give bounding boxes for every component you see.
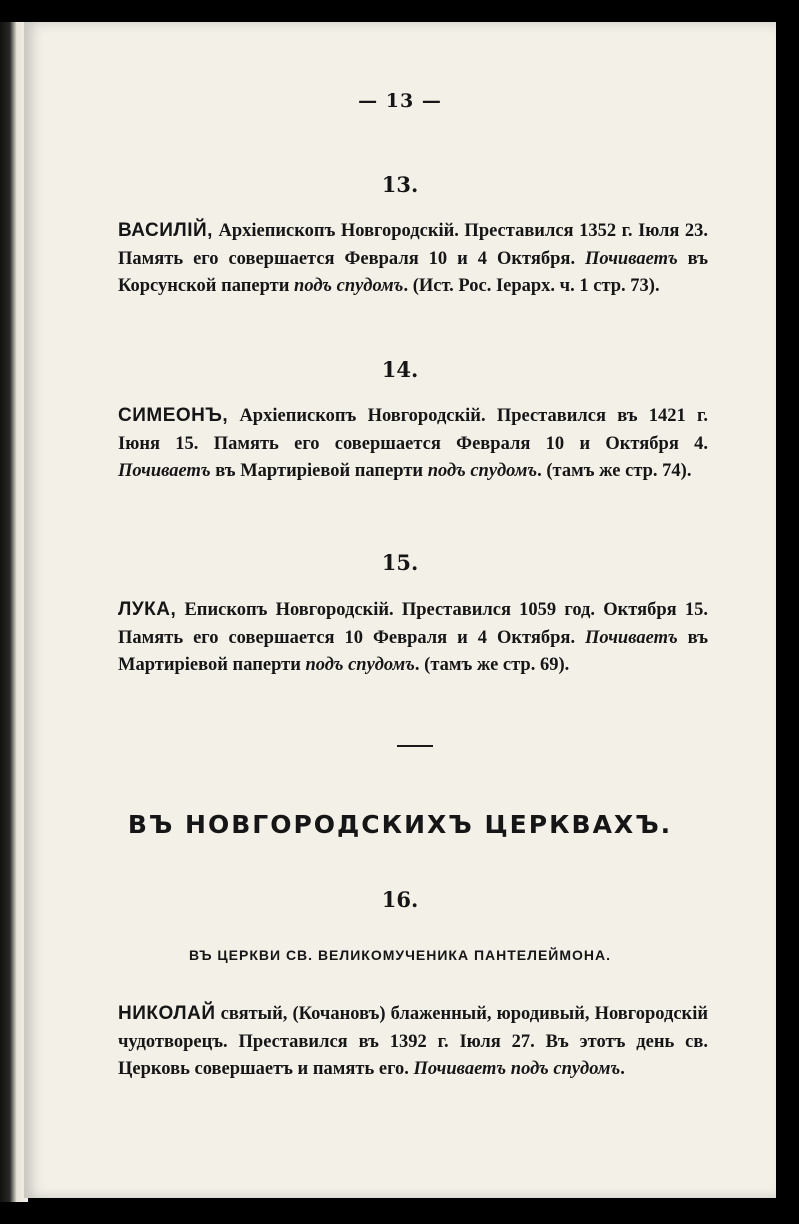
- entry-name: СИМЕОНЪ,: [118, 405, 229, 426]
- entry-number: 16.: [381, 887, 419, 912]
- entry-italic: Почиваетъ подъ спудомъ: [413, 1059, 621, 1079]
- entry-name: ЛУКА,: [118, 599, 177, 620]
- entry-number: 14.: [381, 357, 419, 382]
- entry-name: НИКОЛАЙ: [118, 1003, 216, 1024]
- entry-body: . (тамъ же стр. 74).: [537, 461, 692, 481]
- entry-italic: подъ спудомъ: [305, 655, 415, 675]
- page-number: — 13 —: [358, 90, 442, 112]
- entry-italic: Почиваетъ: [585, 248, 678, 269]
- entry-body: Архіепископъ Новгородскій. Преставился въ 1421 г. Іюня 15. Память его совершается Февраля 10 и Октября 4.: [118, 406, 708, 454]
- section-heading: ВЪ НОВГОРОДСКИХЪ ЦЕРКВАХЪ.: [127, 810, 673, 839]
- entry-body: . (Ист. Рос. Іерарх. ч. 1 стр. 73).: [403, 276, 660, 296]
- entry-body: Архіепископъ Новгородскій. Преставился 1352 г. Іюля 23. Память его совершается Февраля 10 и 4 Октября.: [118, 221, 708, 269]
- entry-body: въ Мартиріевой паперти: [118, 627, 708, 675]
- entry-number: 15.: [381, 550, 419, 575]
- entry-body: въ Мартиріевой паперти: [210, 461, 428, 481]
- entry-body: святый, (Кочановъ) блаженный, юродивый, Новгородскій чудотворецъ. Преставился въ 1392 г. Іюля 27. Въ этотъ день св. Церковь совершаетъ и память его.: [118, 1004, 708, 1079]
- entry-name: ВАСИЛІЙ,: [118, 220, 213, 241]
- entry-text: [118, 217, 708, 301]
- entry-number: 13.: [381, 172, 419, 197]
- entry-text: [118, 1000, 708, 1084]
- entry-body: Епископъ Новгородскій. Преставился 1059 год. Октября 15. Память его совершается 10 Февраля и 4 Октября.: [118, 600, 708, 648]
- entry-body: въ Корсунской паперти: [118, 248, 708, 296]
- entry-italic: Почиваетъ: [118, 461, 211, 481]
- book-page: [24, 22, 776, 1198]
- entry-text: [118, 596, 708, 680]
- section-divider: [397, 745, 433, 747]
- entry-body: .: [620, 1059, 625, 1079]
- entry-italic: подъ спудомъ: [427, 461, 538, 481]
- church-heading: ВЪ ЦЕРКВИ СВ. ВЕЛИКОМУЧЕНИКА ПАНТЕЛЕЙМОНА.: [188, 947, 612, 963]
- entry-italic: подъ спудомъ: [294, 276, 404, 296]
- entry-body: . (тамъ же стр. 69).: [414, 655, 570, 675]
- entry-italic: Почиваетъ: [585, 627, 678, 648]
- entry-text: [118, 402, 708, 486]
